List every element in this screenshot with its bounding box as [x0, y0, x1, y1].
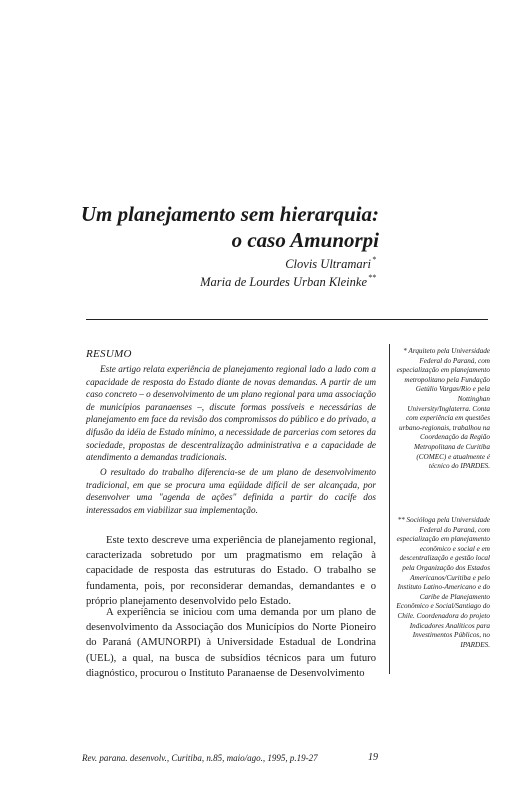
body-paragraph-2: A experiência se iniciou com uma demanda por um plano de desenvolvimento da Associação dos Municípios do Norte Pioneiro do Paraná (AMUNORPI) à Universidade Estadual de Londrina (UEL), a qual, na busca de subsídios técnicos para um futuro diagnóstico, procurou o Instituto Paranaense de Desenvolvimento [86, 607, 376, 679]
author-1-note: * Arquiteto pela Universidade Federal do Paraná, com especialização em planejamento metropolitano pela Fundação Getúlio Vargas/Rio e pela Nottinghan University/Inglaterra. Conta com experiência em questões urbano-regionais, trabalhou na Coordenação da Região Metropolitana de Curitiba (COMEC) e atualmente é técnico do IPARDES. [396, 347, 490, 471]
abstract-heading: RESUMO [86, 348, 132, 360]
abstract-paragraph-1: Este artigo relata experiência de planejamento regional lado a lado com a capacidade de resposta do Estado diante de novas demandas. A partir de um caso concreto – o desenvolvimento de um plano regional para uma associação de municípios paranaenses –, discute formas possíveis e necessárias de planejamento em face da revisão dos compromissos do público e do privado, a difusão da idéia de Estado mínimo, a necessidade de parcerias com setores da sociedade, propostas de descentralização administrativa e a capacidade de atendimento a demandas tradicionais. [86, 364, 376, 463]
header-divider [86, 319, 488, 320]
article-title-line2: o caso Amunorpi [231, 228, 379, 252]
author-1 [285, 252, 376, 272]
author-2-note: ** Socióloga pela Universidade Federal do Paraná, com especialização em planejamento econômico e social e em descentralização e gestão local pela Organização dos Estados Americanos/Curitiba e pelo Instituto Latino-Americano e do Caribe de Planejamento Econômico e Social/Santiago do Chile. Coordenadora do projeto Indicadores Analíticos para Investimentos Públicos, no IPARDES. [396, 516, 490, 649]
page-number: 19 [368, 752, 378, 763]
author-2-name: Maria de Lourdes Urban Kleinke [200, 275, 367, 289]
author-2 [200, 270, 376, 290]
author-1-footnote-mark: * [372, 255, 376, 264]
author-2-footnote-mark: ** [368, 273, 376, 282]
body-paragraph-1: Este texto descreve uma experiência de planejamento regional, caracterizada sobretudo por um pragmatismo em relação à capacidade de resposta das estruturas do Estado. O trabalho se fundamenta, pois, por reconsiderar demandas, demandantes e o próprio planejamento desenvolvido pelo Estado. [86, 535, 376, 607]
sidebar-divider [389, 344, 390, 674]
journal-citation: Rev. parana. desenvolv., Curitiba, n.85, maio/ago., 1995, p.19-27 [82, 753, 318, 763]
author-1-name: Clovis Ultramari [285, 257, 371, 271]
article-title-line1: Um planejamento sem hierarquia: [80, 202, 379, 226]
page-footer [82, 752, 378, 764]
abstract-paragraph-2: O resultado do trabalho diferencia-se de um plano de desenvolvimento tradicional, em que se procura uma eqüidade difícil de ser alcançada, por desenvolver uma "agenda de ações" definida a partir do cacife dos interessados em viabilizar sua implementação. [86, 467, 376, 515]
